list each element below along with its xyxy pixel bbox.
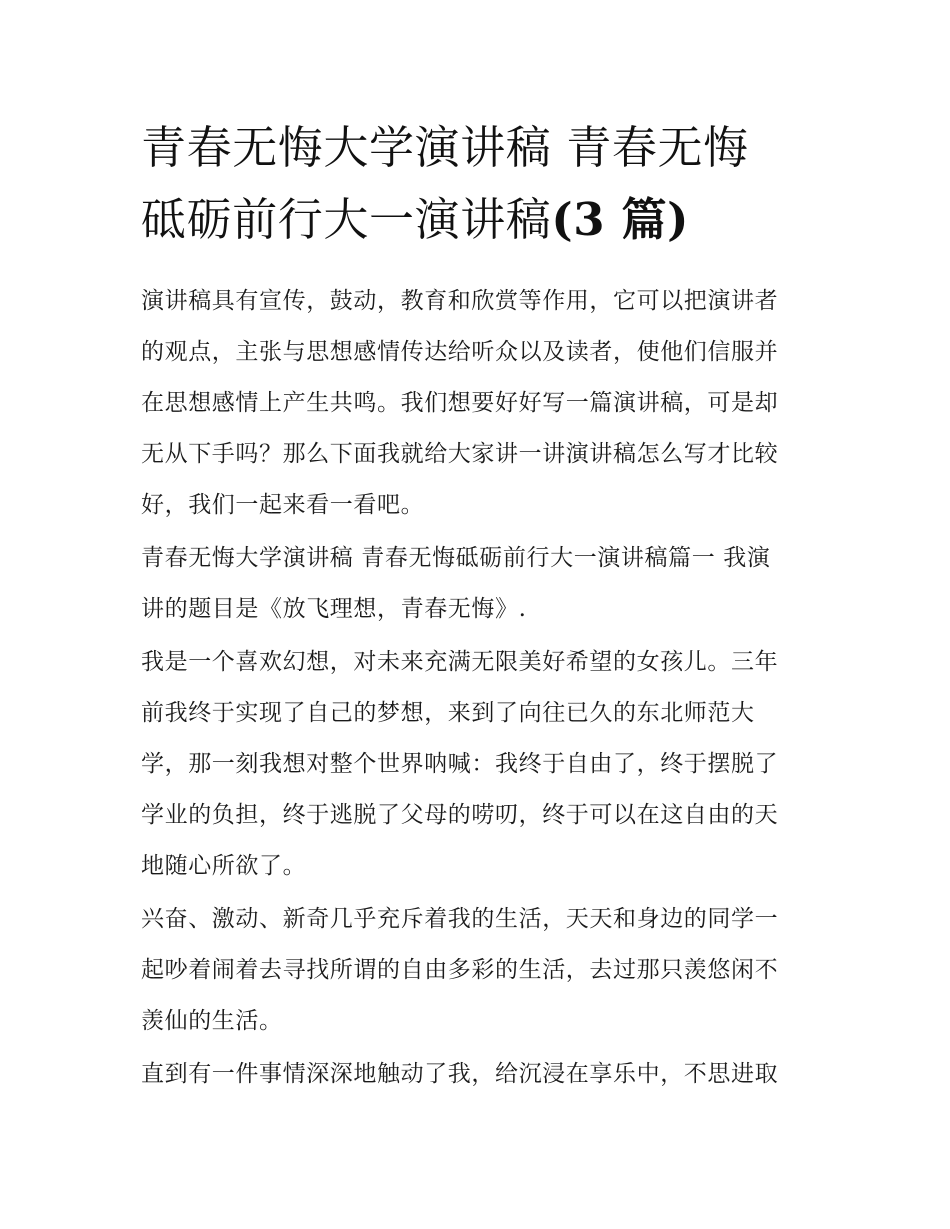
paragraph-body — [141, 894, 821, 1047]
text-line: 青春无悔大学演讲稿 青春无悔砥砺前行大一演讲稿篇一 我演 — [141, 545, 771, 571]
text-line: 我是一个喜欢幻想，对未来充满无限美好希望的女孩儿。三年 — [141, 649, 779, 675]
text-line: 好，我们一起来看一看吧。 — [141, 492, 425, 518]
text-line: 直到有一件事情深深地触动了我，给沉浸在享乐中，不思进取 — [141, 1061, 779, 1087]
text-line: 羡仙的生活。 — [141, 1008, 283, 1034]
text-line: 学，那一刻我想对整个世界呐喊：我终于自由了，终于摆脱了 — [141, 751, 779, 777]
paragraph-body — [141, 1049, 821, 1100]
title-line — [141, 184, 821, 256]
text-line: 的观点，主张与思想感情传达给听众以及读者，使他们信服并 — [141, 339, 779, 365]
document-body — [141, 276, 821, 1102]
text-line: 讲的题目是《放飞理想，青春无悔》. — [141, 596, 527, 622]
paragraph-section-heading — [141, 533, 821, 635]
text-line: 学业的负担，终于逃脱了父母的唠叨，终于可以在这自由的天 — [141, 802, 779, 828]
paragraph-body — [141, 637, 821, 892]
text-line: 演讲稿具有宣传，鼓动，教育和欣赏等作用，它可以把演讲者 — [141, 288, 779, 314]
text-line: 无从下手吗？那么下面我就给大家讲一讲演讲稿怎么写才比较 — [141, 441, 779, 467]
text-line: 地随心所欲了。 — [141, 853, 307, 879]
text-line: 前我终于实现了自己的梦想，来到了向往已久的东北师范大 — [141, 700, 755, 726]
text-line: 在思想感情上产生共鸣。我们想要好好写一篇演讲稿，可是却 — [141, 390, 779, 416]
title-line-text: 砥砺前行大一演讲稿 — [141, 193, 552, 246]
text-line: 起吵着闹着去寻找所谓的自由多彩的生活，去过那只羡悠闲不 — [141, 957, 779, 983]
text-line: 兴奋、激动、新奇几乎充斥着我的生活，天天和身边的同学一 — [141, 906, 779, 932]
title-count: (3 篇) — [551, 193, 689, 246]
title-line: 青春无悔大学演讲稿 青春无悔 — [141, 121, 749, 174]
document-title — [141, 112, 821, 256]
paragraph-intro — [141, 276, 821, 531]
